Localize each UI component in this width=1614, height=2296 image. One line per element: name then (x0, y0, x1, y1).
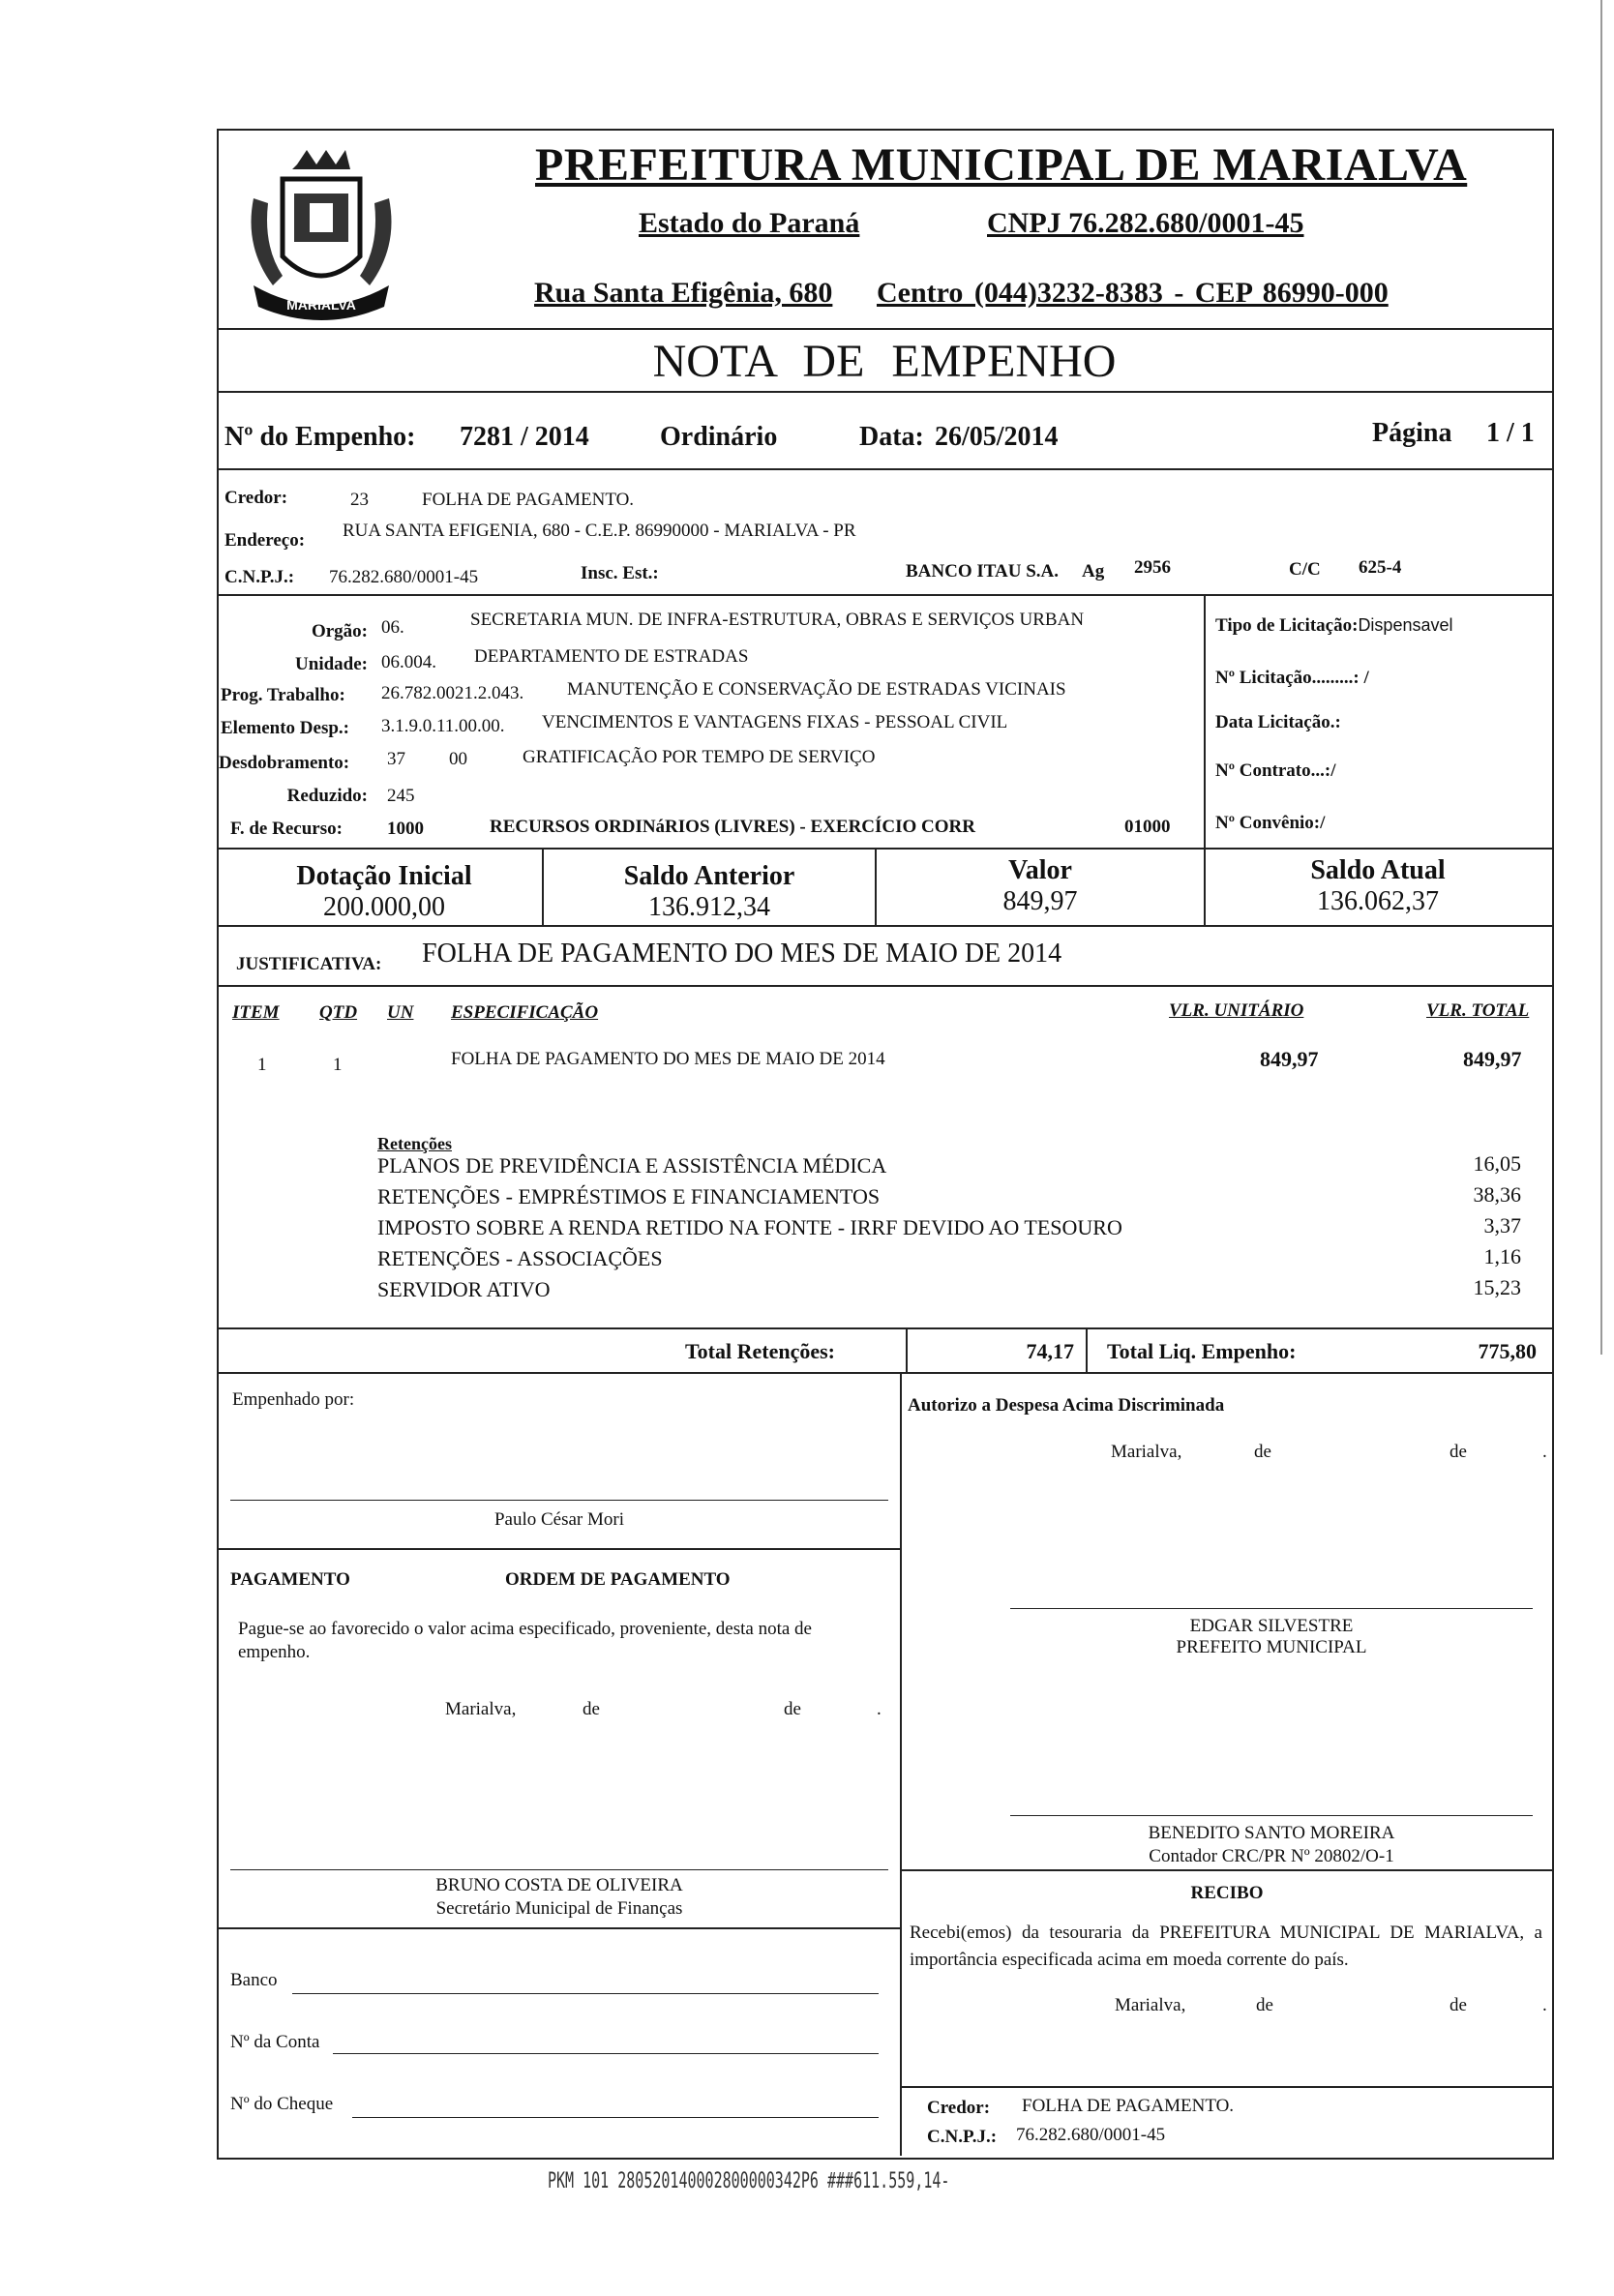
estado-label: Estado do Paraná (639, 207, 860, 239)
empenhado-label: Empenhado por: (232, 1389, 355, 1410)
recibo-ponto: . (1542, 1995, 1547, 2015)
pagamento-ponto: . (877, 1699, 882, 1719)
banco-label: Banco (230, 1970, 278, 1990)
pague-se-text: Pague-se ao favorecido o valor acima especificado, proveniente, desta nota de empenho. (238, 1619, 812, 1662)
empenho-number-label: Nº do Empenho: (224, 422, 416, 452)
reduzido-value: 245 (387, 786, 415, 806)
item-qtd: 1 (333, 1055, 343, 1075)
desdobramento-sub: 00 (449, 749, 467, 769)
prog-label: Prog. Trabalho: (221, 685, 345, 705)
credor-name: FOLHA DE PAGAMENTO. (422, 490, 635, 510)
total-retencoes-label: Total Retenções: (685, 1339, 835, 1363)
unidade-label: Unidade: (295, 654, 368, 674)
address-street: Rua Santa Efigênia, 680 (534, 277, 833, 309)
col-item: ITEM (232, 1002, 280, 1023)
retencao-value: 1,16 (1483, 1244, 1521, 1268)
recibo-credor-nome: FOLHA DE PAGAMENTO. (1022, 2096, 1235, 2116)
recibo-cnpj: 76.282.680/0001-45 (1016, 2125, 1166, 2145)
secretario-nome: BRUNO COSTA DE OLIVEIRA (435, 1875, 683, 1895)
empenho-date-label: Data: (859, 422, 924, 452)
empenho-date: 26/05/2014 (935, 422, 1059, 452)
page-edge-line (1600, 0, 1602, 1355)
licitacao-date-label: Data Licitação.: (1215, 712, 1341, 732)
col-especificacao: ESPECIFICAÇÃO (451, 1002, 599, 1023)
saldo-atual-label: Saldo Atual (1310, 855, 1446, 885)
crest-logo (224, 140, 418, 334)
recibo-title: RECIBO (1190, 1883, 1264, 1903)
barcode-text: PKM 101 280520140002800000342P6 ###611.559,14- (548, 2167, 950, 2193)
valor-label: Valor (1008, 855, 1072, 885)
credor-address: RUA SANTA EFIGENIA, 680 - C.E.P. 86990000 - MARIALVA - PR (343, 521, 856, 541)
autorizo-local: Marialva, (1111, 1442, 1182, 1462)
dotacao-inicial-label: Dotação Inicial (296, 861, 472, 891)
orgao-label: Orgão: (311, 621, 368, 641)
banco-name: BANCO ITAU S.A. (906, 561, 1060, 581)
recibo-credor-label: Credor: (927, 2098, 991, 2118)
contrato-label: Nº Contrato...:/ (1215, 760, 1336, 781)
empenho-number: 7281 / 2014 (460, 422, 589, 452)
dotacao-inicial-value: 200.000,00 (323, 892, 445, 922)
justificativa-text: FOLHA DE PAGAMENTO DO MES DE MAIO DE 2014 (422, 939, 1062, 969)
unidade-desc: DEPARTAMENTO DE ESTRADAS (474, 646, 749, 667)
cheque-label: Nº do Cheque (230, 2094, 334, 2114)
convenio-label: Nº Convênio:/ (1215, 813, 1326, 833)
recibo-de1: de (1256, 1995, 1273, 2015)
empenho-type: Ordinário (660, 422, 778, 452)
cc-number: 625-4 (1359, 557, 1402, 578)
autorizo-ponto: . (1542, 1442, 1547, 1462)
recibo-de2: de (1450, 1995, 1467, 2015)
saldo-anterior-value: 136.912,34 (648, 892, 770, 922)
orgao-code: 06. (381, 617, 404, 638)
desdobramento-label: Desdobramento: (219, 753, 350, 773)
col-qtd: QTD (319, 1002, 358, 1023)
pagamento-label: PAGAMENTO (230, 1569, 350, 1590)
saldo-atual-value: 136.062,37 (1317, 886, 1439, 916)
item-vlr-unitario: 849,97 (1260, 1047, 1319, 1071)
retencao-value: 3,37 (1483, 1213, 1521, 1237)
credor-label: Credor: (224, 488, 288, 508)
retencao-desc: PLANOS DE PREVIDÊNCIA E ASSISTÊNCIA MÉDICA (377, 1153, 887, 1178)
credor-cnpj-label: C.N.P.J.: (224, 567, 295, 587)
document-title: NOTA DE EMPENHO (652, 336, 1117, 387)
recurso-label: F. de Recurso: (230, 819, 343, 839)
recibo-text: Recebi(emos) da tesouraria da PREFEITURA MUNICIPAL DE MARIALVA, a importância especificada acima em moeda corrente do país. (910, 1923, 1542, 1970)
retencao-desc: RETENÇÕES - ASSOCIAÇÕES (377, 1246, 663, 1270)
recibo-cnpj-label: C.N.P.J.: (927, 2127, 998, 2147)
autorizo-de2: de (1450, 1442, 1467, 1462)
total-liquido-label: Total Liq. Empenho: (1107, 1339, 1297, 1363)
licitacao-type-label: Tipo de Licitação:Dispensavel (1215, 615, 1453, 636)
endereco-label: Endereço: (224, 530, 306, 551)
insc-label: Insc. Est.: (581, 563, 659, 583)
total-liquido-value: 775,80 (1478, 1339, 1537, 1363)
elemento-label: Elemento Desp.: (221, 718, 349, 738)
pagamento-de1: de (583, 1699, 600, 1719)
prog-code: 26.782.0021.2.043. (381, 683, 524, 703)
licitacao-number: Nº Licitação.........: / (1215, 668, 1369, 688)
prog-desc: MANUTENÇÃO E CONSERVAÇÃO DE ESTRADAS VICINAIS (567, 679, 1066, 700)
reduzido-label: Reduzido: (286, 786, 368, 806)
retencao-value: 16,05 (1473, 1151, 1521, 1176)
cc-label: C/C (1289, 559, 1321, 580)
autorizo-label: Autorizo a Despesa Acima Discriminada (908, 1395, 1225, 1416)
ordem-pagamento-label: ORDEM DE PAGAMENTO (505, 1569, 731, 1590)
page-title: PREFEITURA MUNICIPAL DE MARIALVA (535, 139, 1468, 191)
page-label: Página (1372, 418, 1452, 448)
autorizo-de1: de (1254, 1442, 1271, 1462)
agencia-number: 2956 (1134, 557, 1171, 578)
address-centro: Centro (044)3232-8383 - CEP 86990-000 (877, 277, 1389, 309)
saldo-anterior-label: Saldo Anterior (623, 861, 795, 891)
recurso-code: 1000 (387, 819, 424, 839)
cnpj-header: CNPJ 76.282.680/0001-45 (987, 207, 1304, 239)
unidade-code: 06.004. (381, 652, 436, 672)
orgao-desc: SECRETARIA MUN. DE INFRA-ESTRUTURA, OBRAS E SERVIÇOS URBAN (470, 610, 1085, 630)
recibo-local: Marialva, (1115, 1995, 1186, 2015)
contador-cargo: Contador CRC/PR Nº 20802/O-1 (1149, 1846, 1394, 1866)
prefeito-cargo: PREFEITO MUNICIPAL (1176, 1637, 1367, 1657)
pagamento-local: Marialva, (445, 1699, 517, 1719)
item-number: 1 (257, 1055, 267, 1075)
contador-nome: BENEDITO SANTO MOREIRA (1148, 1823, 1395, 1843)
col-vlr-unitario: VLR. UNITÁRIO (1169, 1000, 1304, 1021)
secretario-cargo: Secretário Municipal de Finanças (435, 1898, 683, 1919)
item-especificacao: FOLHA DE PAGAMENTO DO MES DE MAIO DE 2014 (451, 1049, 885, 1069)
retencoes-title: Retenções (377, 1134, 452, 1153)
pagamento-de2: de (784, 1699, 801, 1719)
credor-code: 23 (350, 490, 369, 510)
elemento-desc: VENCIMENTOS E VANTAGENS FIXAS - PESSOAL CIVIL (542, 712, 1008, 732)
desdobramento-desc: GRATIFICAÇÃO POR TEMPO DE SERVIÇO (523, 747, 876, 767)
page-number: 1 / 1 (1486, 418, 1535, 448)
valor-value: 849,97 (1002, 886, 1078, 916)
retencao-desc: SERVIDOR ATIVO (377, 1277, 551, 1301)
empenhado-nome: Paulo César Mori (493, 1509, 625, 1530)
justificativa-label: JUSTIFICATIVA: (236, 954, 382, 974)
retencao-value: 15,23 (1473, 1275, 1521, 1299)
desdobramento-code: 37 (387, 749, 405, 769)
retencao-desc: RETENÇÕES - EMPRÉSTIMOS E FINANCIAMENTOS (377, 1184, 881, 1208)
retencao-desc: IMPOSTO SOBRE A RENDA RETIDO NA FONTE - IRRF DEVIDO AO TESOURO (377, 1215, 1122, 1239)
item-vlr-total: 849,97 (1463, 1047, 1522, 1071)
col-vlr-total: VLR. TOTAL (1426, 1000, 1530, 1021)
recurso-number: 01000 (1124, 817, 1171, 837)
credor-cnpj: 76.282.680/0001-45 (329, 567, 479, 587)
agencia-label: Ag (1082, 561, 1105, 581)
svg-text:MARIALVA: MARIALVA (286, 297, 356, 313)
col-un: UN (387, 1002, 414, 1023)
elemento-code: 3.1.9.0.11.00.00. (381, 716, 505, 736)
recurso-desc: RECURSOS ORDINáRIOS (LIVRES) - EXERCÍCIO CORR (490, 817, 975, 837)
conta-label: Nº da Conta (230, 2032, 320, 2052)
prefeito-nome: EDGAR SILVESTRE (1189, 1616, 1354, 1636)
retencao-value: 38,36 (1473, 1182, 1521, 1207)
total-retencoes-value: 74,17 (1026, 1339, 1074, 1363)
